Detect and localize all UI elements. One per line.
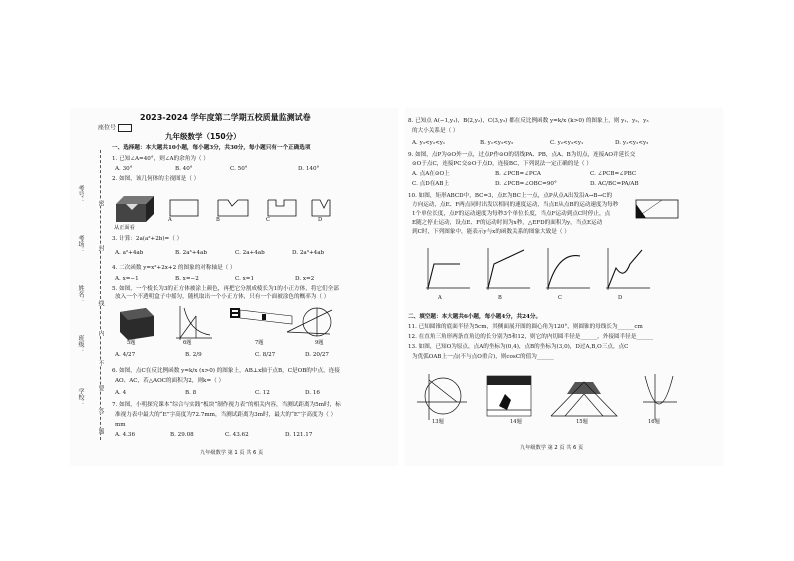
q9-option-4: C. 点D在AB上 — [412, 181, 450, 187]
q2-label-c: C — [266, 217, 270, 223]
circle-axes-figure — [417, 374, 467, 420]
q9-option-5: D. ∠PCB=∠OBC=90° — [495, 181, 557, 187]
q3-option-d: D. 2a³+4ab — [292, 250, 325, 256]
side-label-exam-no: 考号： — [77, 185, 84, 203]
graph-caption-a: A — [438, 295, 442, 301]
q10-graph-options — [420, 244, 680, 294]
side-mark-2: 封 — [97, 245, 104, 251]
q6-option-c: C. 12 — [255, 390, 270, 396]
q3-option-a: A. a²+4ab — [115, 250, 144, 256]
painted-cube-figure — [120, 308, 154, 340]
side-label-exam-room: 考场： — [77, 235, 84, 253]
side-mark-4: 内 — [97, 330, 104, 336]
fig-caption-q5: 5题 — [127, 340, 136, 346]
question-10-line2: 方向运动，点E、F两点同时出发以相同的速度运动，当点E从点B的运动速度为每秒 — [412, 202, 619, 208]
graph-option-b — [486, 248, 530, 290]
fig-caption-q7: 7题 — [255, 340, 264, 346]
view-option-d — [312, 200, 330, 216]
q8-option-b: B. y₁<y₃<y₂ — [480, 140, 514, 146]
q9-option-1: A. 点A在⊙O上 — [412, 171, 450, 177]
q1-option-d: D. 140° — [298, 166, 320, 172]
q6-option-d: D. 16 — [305, 390, 320, 396]
q5-q9-figure-row — [112, 302, 337, 342]
seat-number-label: 座位号 — [98, 124, 132, 132]
q7-option-d: D. 121.17 — [285, 432, 313, 438]
question-10-line3: 1个单位长度，点F的运动速度为每秒3个单位长度，当点F运动到点C时停止，点 — [412, 211, 611, 217]
q2-label-d: D — [318, 217, 323, 223]
exam-title: 2023-2024 学年度第二学期五校质量监测试卷 — [140, 113, 311, 122]
question-11: 11. 已知圆锥的底面半径为5cm，其侧面展开图的圆心角为120°，则圆锥的母线长为______cm — [408, 324, 643, 330]
seat-number-box[interactable] — [118, 124, 132, 132]
fig-caption-q13: 13题 — [432, 419, 444, 425]
side-mark-3: 线 — [97, 300, 104, 306]
q3-option-c: C. 2a+4ab — [235, 250, 265, 256]
q9-option-3: C. ∠PCB=∠PBC — [590, 171, 637, 177]
right-page-footer: 九年级数学 第 2 页 共 6 页 — [520, 445, 584, 451]
question-5-line2: 放入一个不透明盒子中摇匀，随机取出一个小正方体，只有一个面被涂色的概率为（ ） — [115, 294, 330, 300]
q9-option-6: D. AC/BC=PA/AB — [590, 181, 639, 187]
graph-option-d — [606, 248, 650, 290]
q2-label-a: A — [168, 217, 172, 223]
question-3: 3. 计算：2a(a²+2b)=（ ） — [112, 236, 183, 242]
graph-caption-d: D — [618, 295, 623, 301]
inverse-function-figure — [176, 306, 212, 340]
view-option-b — [218, 200, 248, 216]
side-label-school: 学校： — [77, 388, 84, 406]
question-10-line5: 到C时，下列图象中，能表示y与x的函数关系的图象大致是（ ） — [412, 229, 570, 235]
q1-option-b: B. 40° — [175, 166, 193, 172]
q10-rectangle-figure — [632, 196, 682, 224]
side-label-name: 姓名： — [77, 285, 84, 303]
q6-option-a: A. 4 — [115, 390, 127, 396]
question-13-line2: 为优弧OAB上一点(不与点O重合)，则cosC的值为______ — [412, 354, 554, 360]
q7-option-c: C. 43.62 — [225, 432, 249, 438]
question-7-line2: 准视力表中最大的“E”字高度为72.7mm，当测试距离为3m时，最大的“E”字高度为（ ） — [115, 412, 337, 418]
left-page-footer: 九年级数学 第 1 页 共 6 页 — [200, 450, 264, 456]
q4-option-d: D. x=2 — [295, 276, 315, 282]
silhouette-photo-figure — [487, 376, 531, 416]
solid-3d-figure — [116, 196, 154, 222]
view-option-c — [268, 200, 296, 216]
question-7-line3: mm — [115, 422, 126, 428]
question-7-line1: 7. 如图，小明探究课本“综合与实践”板块“制作视力表”的相关内容，当测试距离为5m时，标 — [112, 402, 341, 408]
side-mark-8: 题 — [97, 428, 104, 434]
q7-option-a: A. 4.36 — [115, 432, 136, 438]
q2-label-b: B — [216, 217, 220, 223]
question-10-line1: 10. 如图，矩形ABCD中，BC=3，点E为BC上一点，点P从点A出发沿A→B→C的 — [408, 193, 613, 199]
section1-heading: 一、选择题：本大题共10小题，每小题3分，共30分，每小题只有一个正确选项 — [112, 145, 311, 151]
question-10-line4: E随之停止运动，设点E、F的运动时间为x秒，△EFD的面积为y，当点E运动 — [412, 220, 603, 226]
shaded-triangles-figure — [551, 382, 617, 416]
question-12: 12. 在直角三角形两条直角边的长分别为5和12，则它的内切圆半径是______，外接圆半径是______ — [408, 334, 654, 340]
q8-option-c: C. y₂<y₃<y₁ — [550, 140, 584, 146]
q2-figure-row — [112, 186, 332, 228]
question-8-line1: 8. 已知点 A(−1,y₁)，B(2,y₂)，C(3,y₃) 都在反比例函数 y=k/x (k>0) 的图象上，则 y₁，y₂，y₃ — [408, 118, 649, 124]
graph-caption-b: B — [498, 295, 502, 301]
view-option-a — [170, 200, 198, 216]
q1-option-c: C. 50° — [230, 166, 248, 172]
q6-option-b: B. 8 — [185, 390, 197, 396]
q5-option-d: D. 20/27 — [305, 352, 329, 358]
eye-chart-figure — [230, 308, 292, 324]
fig-caption-q6: 6题 — [183, 340, 192, 346]
q4-option-a: A. x=−1 — [115, 276, 139, 282]
question-6-line2: AO、AC，若△AOC的面积为2，则k=（ ） — [115, 378, 225, 384]
fig-caption-q14: 14题 — [510, 419, 522, 425]
q4-option-c: C. x=1 — [235, 276, 255, 282]
q9-option-2: B. ∠PCB=∠PCA — [495, 171, 541, 177]
question-1: 1. 已知∠A=40°，则∠A的余角为（ ） — [112, 156, 209, 162]
question-6-line1: 6. 如图，点C在反比例函数 y=k/x (x>0) 的图象上，AB⊥x轴于点B，C是OB的中点，连接 — [112, 368, 340, 374]
side-label-class: 班级： — [77, 335, 84, 353]
q8-option-d: D. y₁<y₂<y₃ — [615, 140, 649, 146]
q13-q16-figure-row — [415, 372, 705, 422]
graph-option-c — [546, 248, 590, 290]
q4-option-b: B. x=−2 — [175, 276, 199, 282]
q7-option-b: B. 29.08 — [170, 432, 194, 438]
side-mark-6: 要 — [97, 385, 104, 391]
question-9-line2: ⊙O于点C，连接PC交⊙O于点D，连接BC，下列说法一定正确的是（ ） — [412, 161, 592, 167]
question-13-line1: 13. 如图，已知O为原点，点A的坐标为(0,4)，点B的坐标为(3,0)，D过A,B,O三点，点C — [408, 344, 629, 350]
side-mark-5: 不 — [97, 360, 104, 366]
q5-option-b: B. 2/9 — [185, 352, 202, 358]
binding-dashed-line — [100, 150, 101, 440]
q5-option-c: C. 8/27 — [255, 352, 276, 358]
question-2: 2. 如图，该几何体的主视图是（ ） — [112, 176, 200, 182]
q8-option-a: A. y₃<y₂<y₁ — [412, 140, 446, 146]
graph-caption-c: C — [558, 295, 562, 301]
fig-caption-q9: 9题 — [315, 340, 324, 346]
question-9-line1: 9. 如图，点P为⊙O外一点，过点P作⊙O的切线PA、PB，点A、B为切点，连接AO并延长交 — [408, 152, 636, 158]
question-8-line2: 的大小关系是（ ） — [412, 128, 459, 134]
q1-option-a: A. 30° — [115, 166, 133, 172]
fig-caption-q15: 15题 — [576, 419, 588, 425]
fig-caption-q16: 16题 — [648, 419, 660, 425]
exam-subtitle: 九年级数学（150分） — [165, 132, 241, 141]
q5-option-a: A. 4/27 — [115, 352, 136, 358]
side-mark-7: 答 — [97, 408, 104, 414]
question-5-line1: 5. 如图，一个棱长为3的正方体被涂上颜色，再把它分割成棱长为1的小正方体，将它们全部 — [112, 286, 339, 292]
parabola-axes-figure — [643, 374, 677, 420]
question-4: 4. 二次函数 y=x²+2x+2 的图象的对称轴是（ ） — [112, 265, 236, 271]
q3-option-b: B. 2a³+4ab — [175, 250, 207, 256]
q2-front-view-caption: 从正面看 — [114, 225, 135, 231]
side-mark-1: 密 — [97, 200, 104, 206]
circle-tangent-figure — [287, 308, 332, 336]
section2-heading: 二、填空题：本大题共6小题，每小题4分，共24分。 — [408, 314, 542, 320]
graph-option-a — [426, 248, 470, 290]
